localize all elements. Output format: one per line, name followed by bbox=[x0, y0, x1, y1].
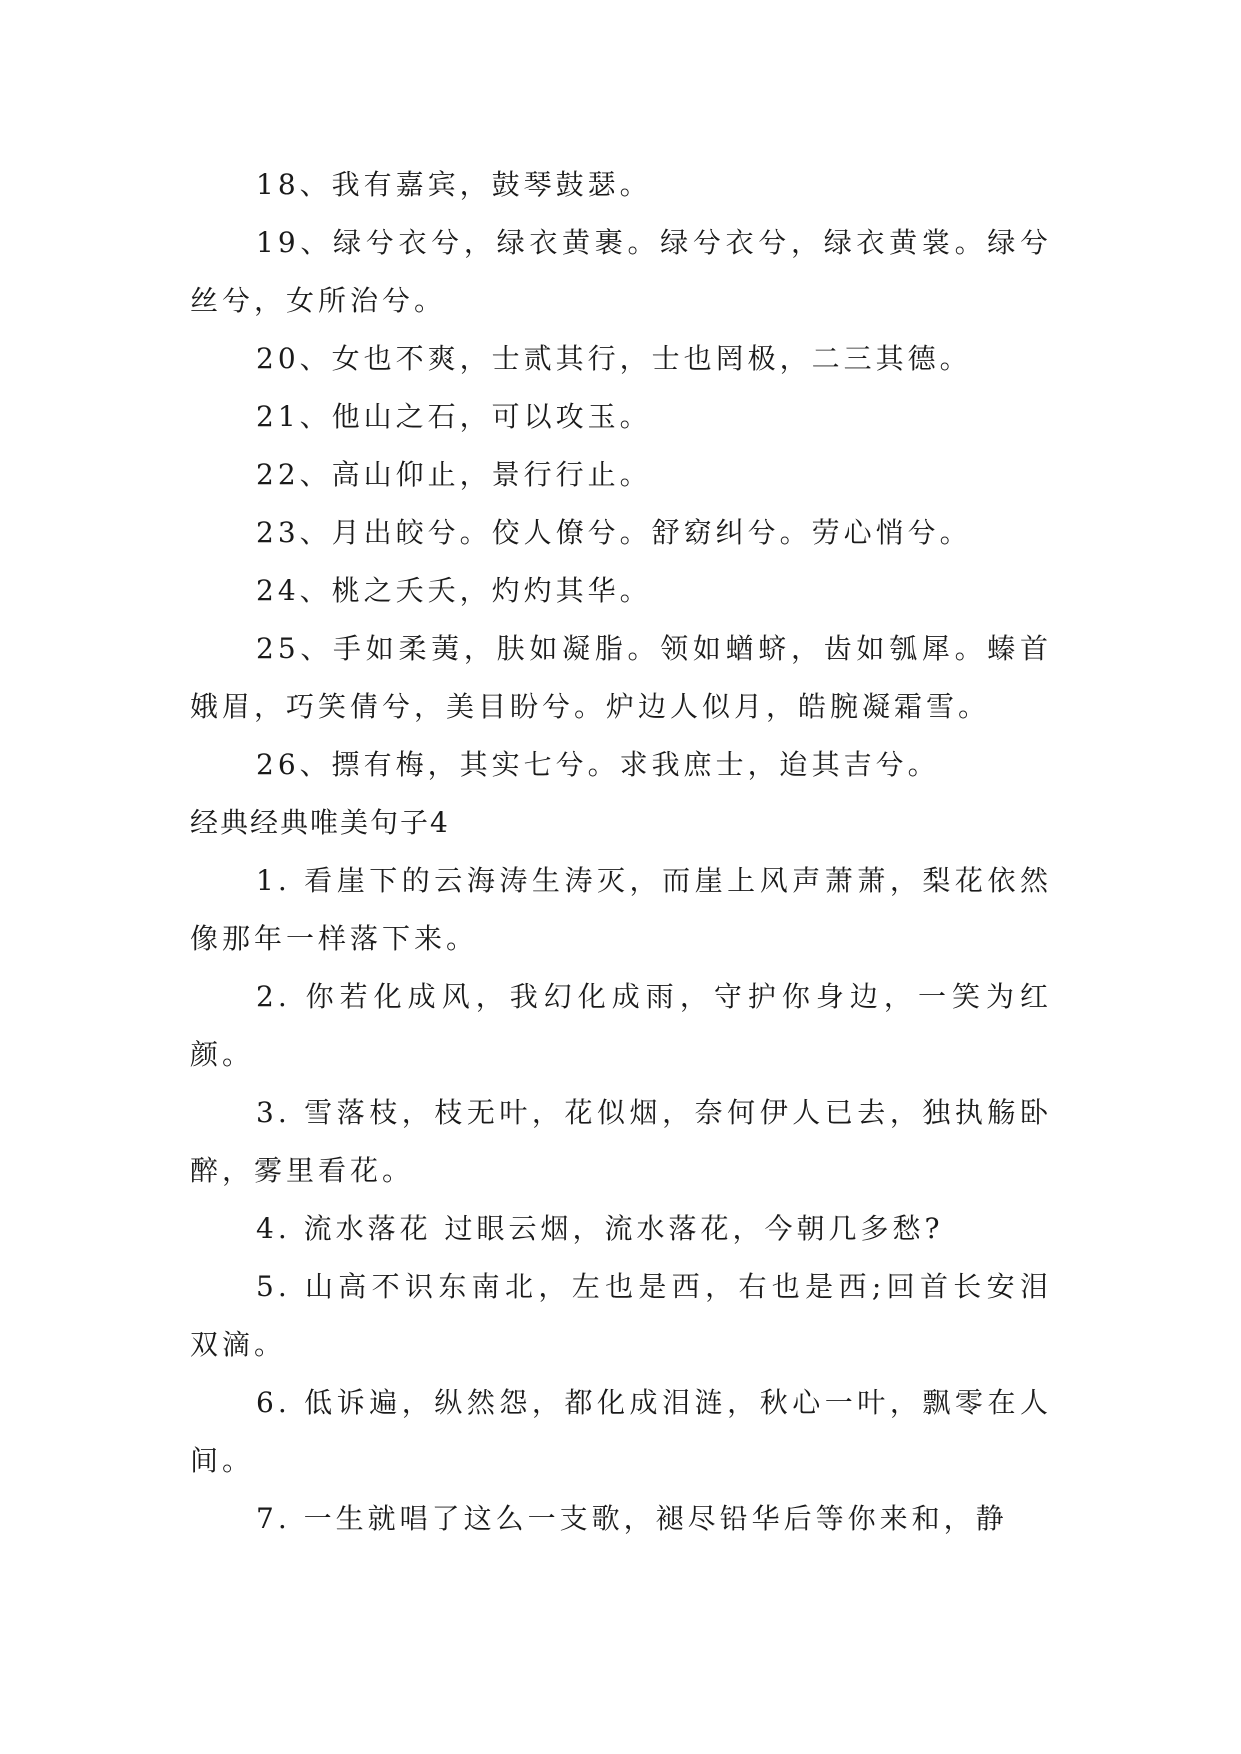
paragraph-25: 25、手如柔荑，肤如凝脂。领如蝤蛴，齿如瓠犀。螓首娥眉，巧笑倩兮，美目盼兮。炉边人似月，皓腕凝霜雪。 bbox=[190, 632, 1052, 723]
paragraph-26: 26、摽有梅，其实七兮。求我庶士，迨其吉兮。 bbox=[256, 748, 940, 781]
section-paragraph-6: 6. 低诉遍，纵然怨，都化成泪涟，秋心一叶，飘零在人间。 bbox=[190, 1386, 1052, 1477]
paragraph-22: 22、高山仰止，景行行止。 bbox=[256, 458, 652, 491]
paragraph-23: 23、月出皎兮。佼人僚兮。舒窈纠兮。劳心悄兮。 bbox=[256, 516, 972, 549]
paragraph-18: 18、我有嘉宾，鼓琴鼓瑟。 bbox=[256, 168, 652, 201]
section-paragraph-1: 1. 看崖下的云海涛生涛灭，而崖上风声萧萧，梨花依然像那年一样落下来。 bbox=[190, 864, 1052, 955]
paragraph-24: 24、桃之夭夭，灼灼其华。 bbox=[256, 574, 652, 607]
section-paragraph-3: 3. 雪落枝，枝无叶，花似烟，奈何伊人已去，独执觞卧醉，雾里看花。 bbox=[190, 1096, 1052, 1187]
section-paragraph-5: 5. 山高不识东南北，左也是西，右也是西;回首长安泪双滴。 bbox=[190, 1270, 1052, 1361]
section-paragraph-2: 2. 你若化成风，我幻化成雨，守护你身边，一笑为红颜。 bbox=[190, 980, 1052, 1071]
section-paragraph-7: 7. 一生就唱了这么一支歌，褪尽铅华后等你来和，静 bbox=[256, 1502, 1008, 1535]
paragraph-21: 21、他山之石，可以攻玉。 bbox=[256, 400, 652, 433]
document-body bbox=[190, 156, 1052, 1548]
section-heading: 经典经典唯美句子4 bbox=[190, 806, 450, 839]
paragraph-19: 19、绿兮衣兮，绿衣黄裹。绿兮衣兮，绿衣黄裳。绿兮丝兮，女所治兮。 bbox=[190, 226, 1052, 317]
section-paragraph-4: 4. 流水落花 过眼云烟，流水落花，今朝几多愁? bbox=[256, 1212, 944, 1245]
paragraph-20: 20、女也不爽，士贰其行，士也罔极，二三其德。 bbox=[256, 342, 972, 375]
